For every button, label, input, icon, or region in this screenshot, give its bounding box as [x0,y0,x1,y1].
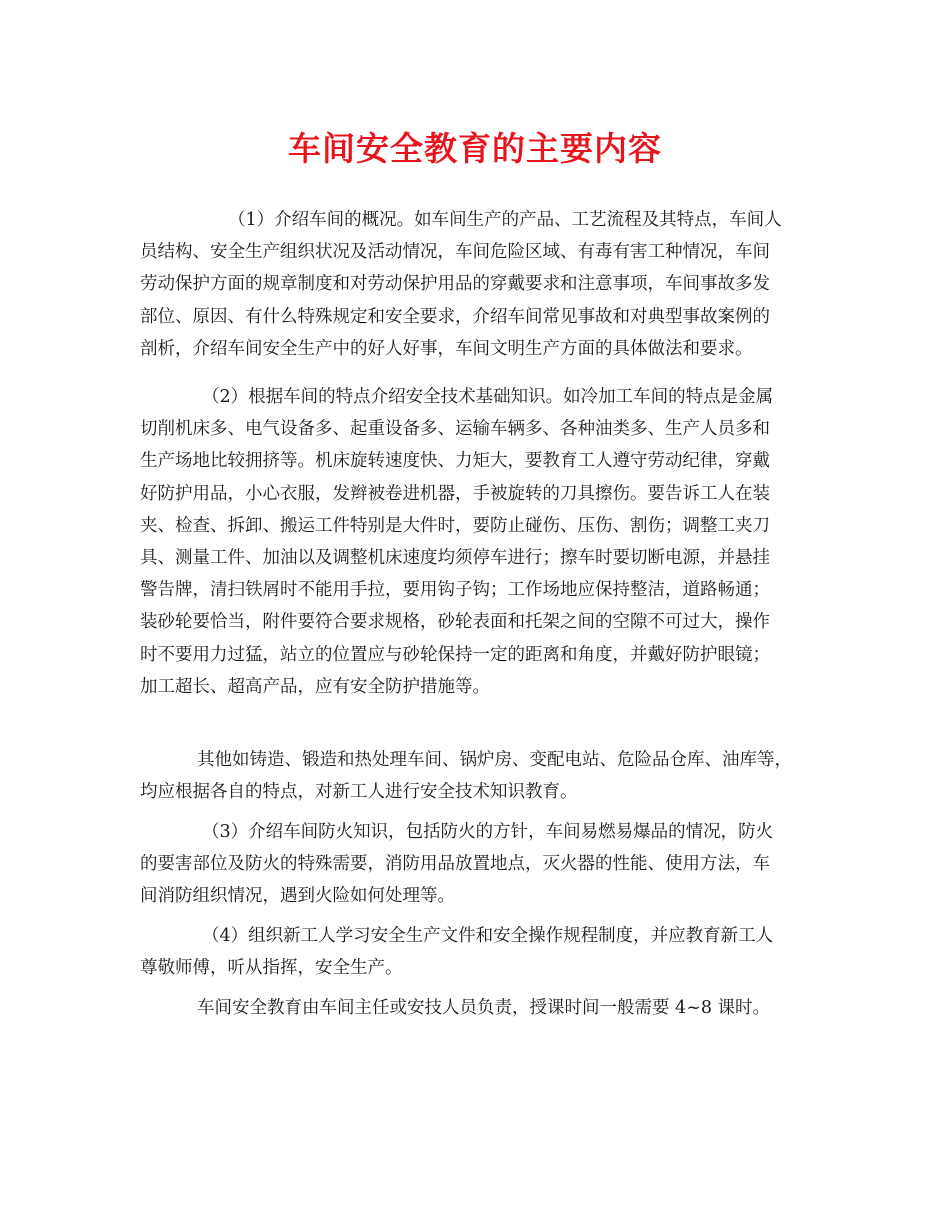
paragraph-line: 部位、原因、有什么特殊规定和安全要求，介绍车间常见事故和对典型事故案例的 [140,306,770,327]
paragraph-line: 具、测量工件、加油以及调整机床速度均须停车进行；擦车时要切断电源，并悬挂 [140,548,770,569]
paragraph-line: 车间安全教育由车间主任或安技人员负责，授课时间一般需要 4~8 课时。 [197,998,771,1018]
paragraph-6 [140,992,826,1024]
paragraph-line: 间消防组织情况，遇到火险如何处理等。 [140,886,455,907]
paragraph-line: 劳动保护方面的规章制度和对劳动保护用品的穿戴要求和注意事项，车间事故多发 [140,274,770,295]
paragraph-line: （1）介绍车间的概况。如车间生产的产品、工艺流程及其特点，车间人 [228,210,782,230]
paragraph-5 [140,920,826,984]
paragraph-line: 剖析，介绍车间安全生产中的好人好事，车间文明生产方面的具体做法和要求。 [140,338,753,359]
paragraph-line: 员结构、安全生产组织状况及活动情况，车间危险区域、有毒有害工种情况，车间 [140,242,770,263]
paragraph-3 [140,744,826,808]
paragraph-line: 的要害部位及防火的特殊需要，消防用品放置地点，灭火器的性能、使用方法，车 [140,854,770,875]
paragraph-line: 好防护用品，小心衣服，发辫被卷进机器，手被旋转的刀具擦伤。要告诉工人在装 [140,483,770,504]
paragraph-line: 其他如铸造、锻造和热处理车间、锅炉房、变配电站、危险品仓库、油库等， [197,750,792,770]
paragraph-line: 均应根据各自的特点，对新工人进行安全技术知识教育。 [140,782,578,803]
paragraph-line: （4）组织新工人学习安全生产文件和安全操作规程制度，并应教育新工人 [202,926,774,946]
paragraph-line: 尊敬师傅，听从指挥，安全生产。 [140,958,403,979]
paragraph-line: （2）根据车间的特点介绍安全技术基础知识。如冷加工车间的特点是金属 [202,387,774,407]
paragraph-line: 警告牌，清扫铁屑时不能用手拉，要用钩子钩；工作场地应保持整洁，道路畅通； [140,580,770,601]
paragraph-line: 切削机床多、电气设备多、起重设备多、运输车辆多、各种油类多、生产人员多和 [140,419,770,440]
paragraph-line: 时不要用力过猛，站立的位置应与砂轮保持一定的距离和角度，并戴好防护眼镜； [140,644,770,665]
paragraph-2 [140,381,826,703]
paragraph-line: 夹、检查、拆卸、搬运工件特别是大件时，要防止碰伤、压伤、割伤；调整工夹刀 [140,515,770,536]
document-title: 车间安全教育的主要内容 [288,129,662,168]
paragraph-4 [140,816,826,913]
paragraph-line: （3）介绍车间防火知识，包括防火的方针，车间易燃易爆品的情况，防火 [202,822,774,842]
paragraph-line: 装砂轮要恰当，附件要符合要求规格，砂轮表面和托架之间的空隙不可过大，操作 [140,612,770,633]
paragraph-line: 生产场地比较拥挤等。机床旋转速度快、力矩大，要教育工人遵守劳动纪律，穿戴 [140,451,770,472]
paragraph-line: 加工超长、超高产品，应有安全防护措施等。 [140,676,490,697]
paragraph-1 [140,204,826,365]
